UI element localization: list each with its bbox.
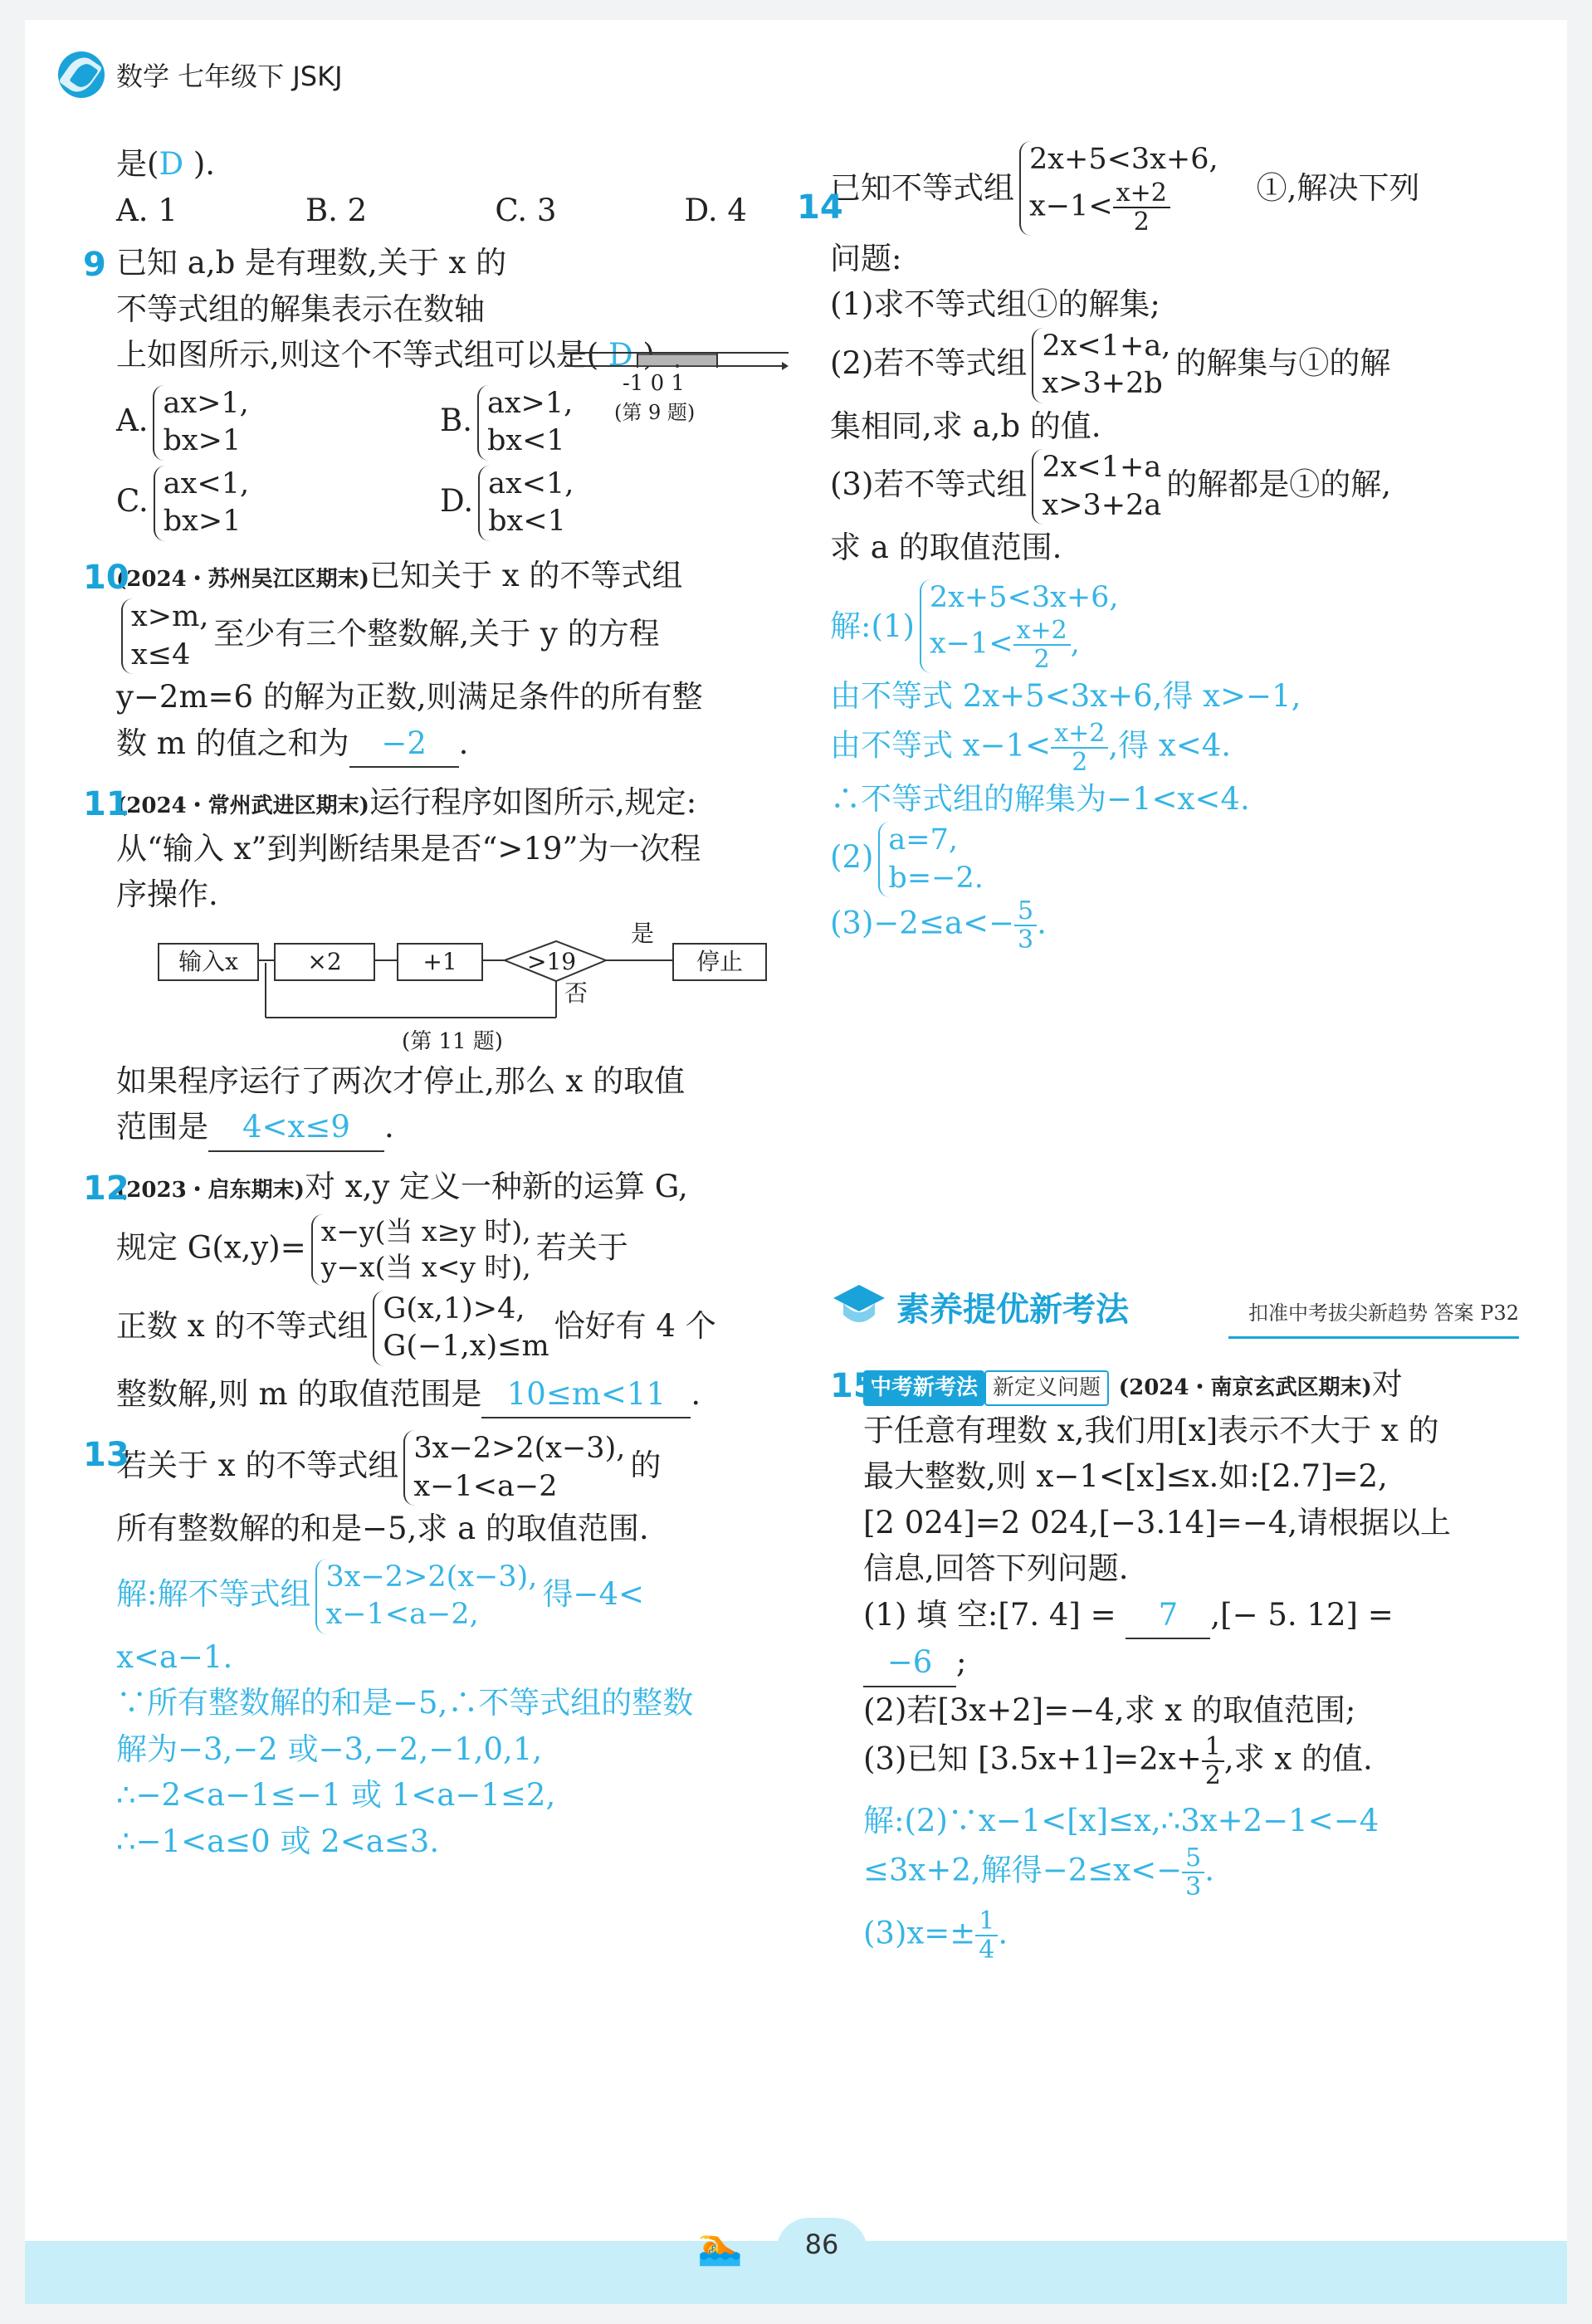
fraction: $\frac{x+2}{2}$ (1051, 720, 1108, 776)
flow-multiply-box: ×2 (274, 943, 375, 981)
question-11: 11 (2024・常州武进区期末)运行程序如图所示,规定: 从“输入 x”到判断结果是否“>19”为一次程 序操作. 输入x ×2 +1 >19 是 否 停止 (第 11 题) 如果程序运行了两次才停止,那么 x 的取值 范围是 4<x≤9 . (116, 779, 789, 1152)
q12-definition-system: x−y(当 x≥y 时), y−x(当 x<y 时), (311, 1214, 531, 1286)
number-line-ticks: -1 0 1 (623, 371, 685, 396)
q13-solution: 解:解不等式组 3x−2>2(x−3), x−1<a−2, 得−4< x<a−1. ∵所有整数解的和是−5,∴不等式组的整数 解为−3,−2 或−3,−2,−1,0,1, ∴−2<a−1≤−1 或 1<a−1≤2, ∴−1<a≤0 或 2<a≤3. (116, 1560, 694, 1859)
question-source: (2024・南京玄武区期末) (1118, 1375, 1372, 1400)
graduation-hat-icon (830, 1278, 888, 1336)
question-number: 14 (797, 188, 843, 227)
swimmer-icon: 🏊 (697, 2225, 743, 2268)
flow-input-box: 输入x (158, 943, 259, 981)
q15-answer-1: 7 (1126, 1592, 1210, 1640)
question-10: 10 (2024・苏州吴江区期末)已知关于 x 的不等式组 x>m, x≤4 至少有三个整数解,关于 y 的方程 y−2m=6 的解为正数,则满足条件的所有整 数 m 的值之和为 −2 . (116, 553, 789, 769)
q10-answer: −2 (349, 720, 459, 769)
question-12: 12 (2023・启东期末)对 x,y 定义一种新的运算 G, 规定 G(x,y)= x−y(当 x≥y 时), y−x(当 x<y 时), 若关于 正数 x 的不等式组 G(x,1)>4, G(−1,x)≤m 恰好有 4 个 整数解,则 m 的取值范围是 10≤m<11 . (116, 1164, 789, 1419)
question-15: 15 中考新考法 新定义问题 (2024・南京玄武区期末)对 于任意有理数 x,我们用[x]表示不大于 x 的 最大整数,则 x−1<[x]≤x.如:[2.7]=2, [2 024]=2 024,[−3.14]=−4,请根据以上 信息,回答下列问题. (1) 填 空:[7. 4] = 7 ,[− 5. 12] = −6 ; (2)若[3x+2]=−4,求 x 的取值范围; (3)已知 [3.5x+1]=2x+ $\frac{1}{2}$ ,求 x 的值. 解:(2)∵x−1<[x]≤x,∴3x+2−1<−4 ≤3x+2,解得−2≤x<− $\frac{5}{3}$ . (3)x=± $\frac{1}{4}$ . (863, 1361, 1527, 1964)
q8-option-d: D. 4 (684, 192, 747, 228)
question-14: 14 已知不等式组 2x+5<3x+6, x−1< $\frac{x+2}{2}$ ①,解决下列 问题: (1)求不等式组①的解集; (2)若不等式组 2x<1+a, x>3+2b 的解集与①的解 集相同,求 a,b 的值. (3)若不等式组 2x<1+a x>3+2a 的解都是①的解, 求 a 的取值范围. 解:(1) 2x+5<3x+6, x−1< $\frac{x+2}{2}$ , 由不等式 2x+5<3x+6,得 x>−1, 由不等式 x−1< $\frac{x+2}{2}$ ,得 x<4. ∴不等式组的解集为−1<x<4. (2) a=7, b=−2. (3)−2≤a<− $\frac{5}{3}$ . (830, 141, 1519, 954)
fraction: $\frac{x+2}{2}$ (1113, 179, 1170, 236)
question-number: 15 (830, 1367, 877, 1405)
q9-answer: D (608, 337, 633, 373)
q8-option-b: B. 2 (305, 192, 368, 228)
tag-new-definition: 新定义问题 (984, 1370, 1109, 1406)
header-title: 数学 七年级下 JSKJ (116, 61, 343, 92)
q14-system: 2x+5<3x+6, x−1< $\frac{x+2}{2}$ (1019, 141, 1218, 236)
question-number: 9 (83, 246, 106, 284)
question-13: 13 若关于 x 的不等式组 3x−2>2(x−3), x−1<a−2 的 所有整数解的和是−5,求 a 的取值范围. 解:解不等式组 3x−2>2(x−3), x−1<a−2, 得−4< x<a−1. ∵所有整数解的和是−5,∴不等式组的整数 解为−3,−2 或−3,−2,−1,0,1, ∴−2<a−1≤−1 或 1<a−1≤2, ∴−1<a≤0 或 2<a≤3. (116, 1430, 789, 1864)
number-line-figure (564, 338, 789, 437)
flow-condition: >19 (527, 947, 577, 975)
question-number: 12 (83, 1169, 129, 1208)
leaf-logo-icon (58, 51, 105, 98)
q12-answer: 10≤m<11 (481, 1371, 691, 1419)
header (58, 51, 343, 98)
figure-caption: (第 11 题) (402, 1028, 503, 1054)
q8-continuation: 是(D ). (116, 146, 216, 182)
question-9: 9 已知 a,b 是有理数,关于 x 的 不等式组的解集表示在数轴 上如图所示,则这个不等式组可以是( D A. ax>1, bx>1 B. ax>1, bx<1 C. ax<1, bx>1 D. ax<1, bx<1 -1 0 1 (第 9 题) (116, 240, 789, 541)
question-source: (2024・常州武进区期末) (116, 793, 369, 818)
q14-part2-system: 2x<1+a, x>3+2b (1032, 328, 1170, 403)
q9-option-d-system: ax<1, bx<1 (478, 466, 574, 541)
flow-no-label: 否 (564, 979, 588, 1007)
section-band (830, 1278, 1527, 1345)
q9-option-b-system: ax>1, bx<1 (477, 385, 573, 461)
question-number: 13 (83, 1436, 129, 1475)
q15-answer-2: −6 (863, 1639, 956, 1687)
q8-option-c: C. 3 (495, 192, 557, 228)
q12-system: G(x,1)>4, G(−1,x)≤m (373, 1291, 549, 1366)
flow-stop-box: 停止 (672, 943, 767, 981)
fraction: $\frac{1}{4}$ (975, 1907, 998, 1964)
section-underline (1228, 1336, 1519, 1339)
q8-options (116, 188, 747, 234)
fraction: $\frac{1}{2}$ (1202, 1733, 1224, 1789)
question-15-column (830, 1361, 1527, 1965)
question-source: (2023・启东期末) (116, 1177, 305, 1203)
flow-add-box: +1 (397, 943, 483, 981)
q14-part3-system: 2x<1+a x>3+2a (1032, 449, 1161, 525)
q14-solution: 解:(1) 2x+5<3x+6, x−1< $\frac{x+2}{2}$ , 由不等式 2x+5<3x+6,得 x>−1, 由不等式 x−1< $\frac{x+2}{2}$ ,得 x<4. ∴不等式组的解集为−1<x<4. (2) a=7, b=−2. (3)−2≤a<− $\frac{5}{3}$ . (830, 580, 1301, 954)
q11-answer: 4<x≤9 (208, 1104, 384, 1152)
question-source: (2024・苏州吴江区期末) (116, 566, 369, 592)
question-number: 10 (83, 558, 129, 597)
fraction: $\frac{x+2}{2}$ (1013, 617, 1071, 673)
section-subtitle: 扣准中考拔尖新趋势 答案 P32 (1248, 1301, 1519, 1325)
q10-system: x>m, x≤4 (121, 598, 208, 674)
q9-option-c-system: ax<1, bx>1 (154, 466, 249, 541)
q14-part2-answer-system: a=7, b=−2. (878, 822, 983, 897)
q9-option-a-system: ax>1, bx>1 (153, 385, 248, 461)
q15-solution: 解:(2)∵x−1<[x]≤x,∴3x+2−1<−4 ≤3x+2,解得−2≤x<− $\frac{5}{3}$ . (3)x=± $\frac{1}{4}$ . (863, 1803, 1380, 1965)
page-number: 86 (776, 2218, 867, 2268)
q14-solution-system: 2x+5<3x+6, x−1< $\frac{x+2}{2}$ , (920, 579, 1119, 674)
q8-answer: D (159, 146, 184, 182)
flow-yes-label: 是 (631, 919, 655, 947)
fraction: $\frac{5}{3}$ (1182, 1844, 1204, 1901)
tag-new-method: 中考新考法 (863, 1370, 984, 1406)
q13-solution-system: 3x−2>2(x−3), x−1<a−2, (315, 1559, 537, 1634)
q13-system: 3x−2>2(x−3), x−1<a−2 (403, 1430, 625, 1506)
figure-caption: (第 9 题) (614, 401, 696, 424)
section-title: 素养提优新考法 (896, 1291, 1129, 1329)
fraction: $\frac{5}{3}$ (1014, 897, 1037, 954)
program-flowchart (158, 919, 789, 1026)
question-number: 11 (83, 785, 129, 823)
right-column (797, 141, 1519, 954)
left-column (83, 141, 789, 1864)
q8-option-a: A. 1 (116, 192, 178, 228)
